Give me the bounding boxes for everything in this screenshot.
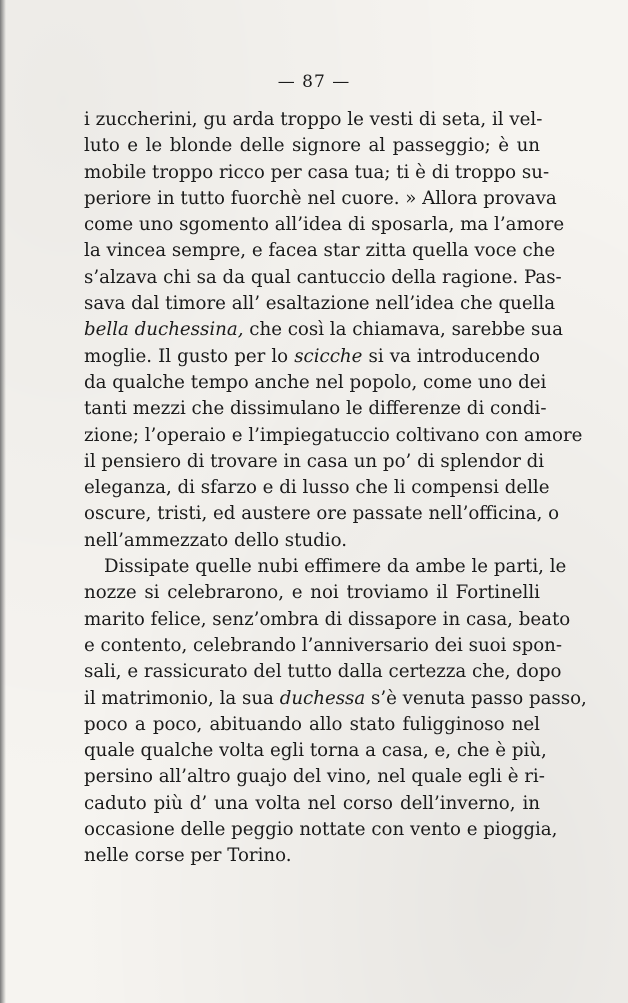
page-edge-shadow — [0, 0, 6, 1003]
text-line: sava dal timore all’ esaltazione nell’idea che quella — [84, 293, 556, 315]
page-number: — 87 — — [277, 72, 351, 92]
text-fragment: s’è venuta passo passo, — [365, 687, 587, 709]
paragraph-start-line: Dissipate quelle nubi effimere da ambe le parti, le — [104, 556, 567, 578]
italic-phrase: bella duchessina, — [84, 319, 244, 341]
text-line: persino all’altro guajo del vino, nel quale egli è ri- — [84, 766, 545, 788]
text-fragment: moglie. Il gusto per lo — [84, 345, 295, 367]
text-line: zione; l’operaio e l’impiegatuccio coltivano con amore — [84, 424, 583, 446]
text-line: luto e le blonde delle signore al passeggio; è un — [84, 135, 540, 157]
text-line: occasione delle peggio nottate con vento e pioggia, — [84, 819, 558, 841]
italic-phrase: scicche — [294, 345, 363, 367]
text-line: eleganza, di sfarzo e di lusso che li compensi delle — [84, 477, 550, 499]
italic-phrase: duchessa — [279, 687, 366, 709]
text-line: sali, e rassicurato del tutto dalla certezza che, dopo — [84, 661, 562, 683]
text-line: il pensiero di trovare in casa un po’ di splendor di — [84, 450, 545, 472]
text-line: da qualche tempo anche nel popolo, come uno dei — [84, 371, 547, 393]
text-line: s’alzava chi sa da qual cantuccio della ragione. Pas- — [84, 266, 562, 288]
text-fragment: il matrimonio, la sua — [84, 687, 280, 709]
text-line — [84, 686, 587, 712]
text-line: la vincea sempre, e facea star zitta quella voce che — [84, 240, 556, 262]
text-line: nell’ammezzato dello studio. — [84, 529, 348, 551]
text-line — [84, 344, 540, 370]
text-line: periore in tutto fuorchè nel cuore. » Allora provava — [84, 187, 557, 209]
text-fragment: che così la chiamava, sarebbe sua — [243, 319, 563, 341]
text-line: come uno sgomento all’idea di sposarla, ma l’amore — [84, 214, 565, 236]
text-line: i zuccherini, gu arda troppo le vesti di seta, il vel- — [84, 109, 543, 130]
text-line: marito felice, senz’ombra di dissapore in casa, beato — [84, 608, 571, 630]
text-line: nozze si celebrarono, e noi troviamo il Fortinelli — [84, 582, 540, 604]
text-line: e contento, celebrando l’anniversario dei suoi spon- — [84, 634, 563, 656]
text-line: caduto più d’ una volta nel corso dell’inverno, in — [84, 792, 540, 814]
text-line: nelle corse per Torino. — [84, 845, 292, 867]
text-line: oscure, tristi, ed austere ore passate nell’officina, o — [84, 503, 560, 525]
text-line: tanti mezzi che dissimulano le differenze di condi- — [84, 398, 547, 420]
body-text — [84, 107, 587, 870]
text-line: mobile troppo ricco per casa tua; ti è di troppo su- — [84, 161, 550, 183]
text-line: poco a poco, abituando allo stato fuligginoso nel — [84, 713, 540, 735]
text-fragment: si va introducendo — [362, 345, 540, 367]
text-line: quale qualche volta egli torna a casa, e, che è più, — [84, 740, 547, 762]
text-line — [84, 317, 563, 343]
